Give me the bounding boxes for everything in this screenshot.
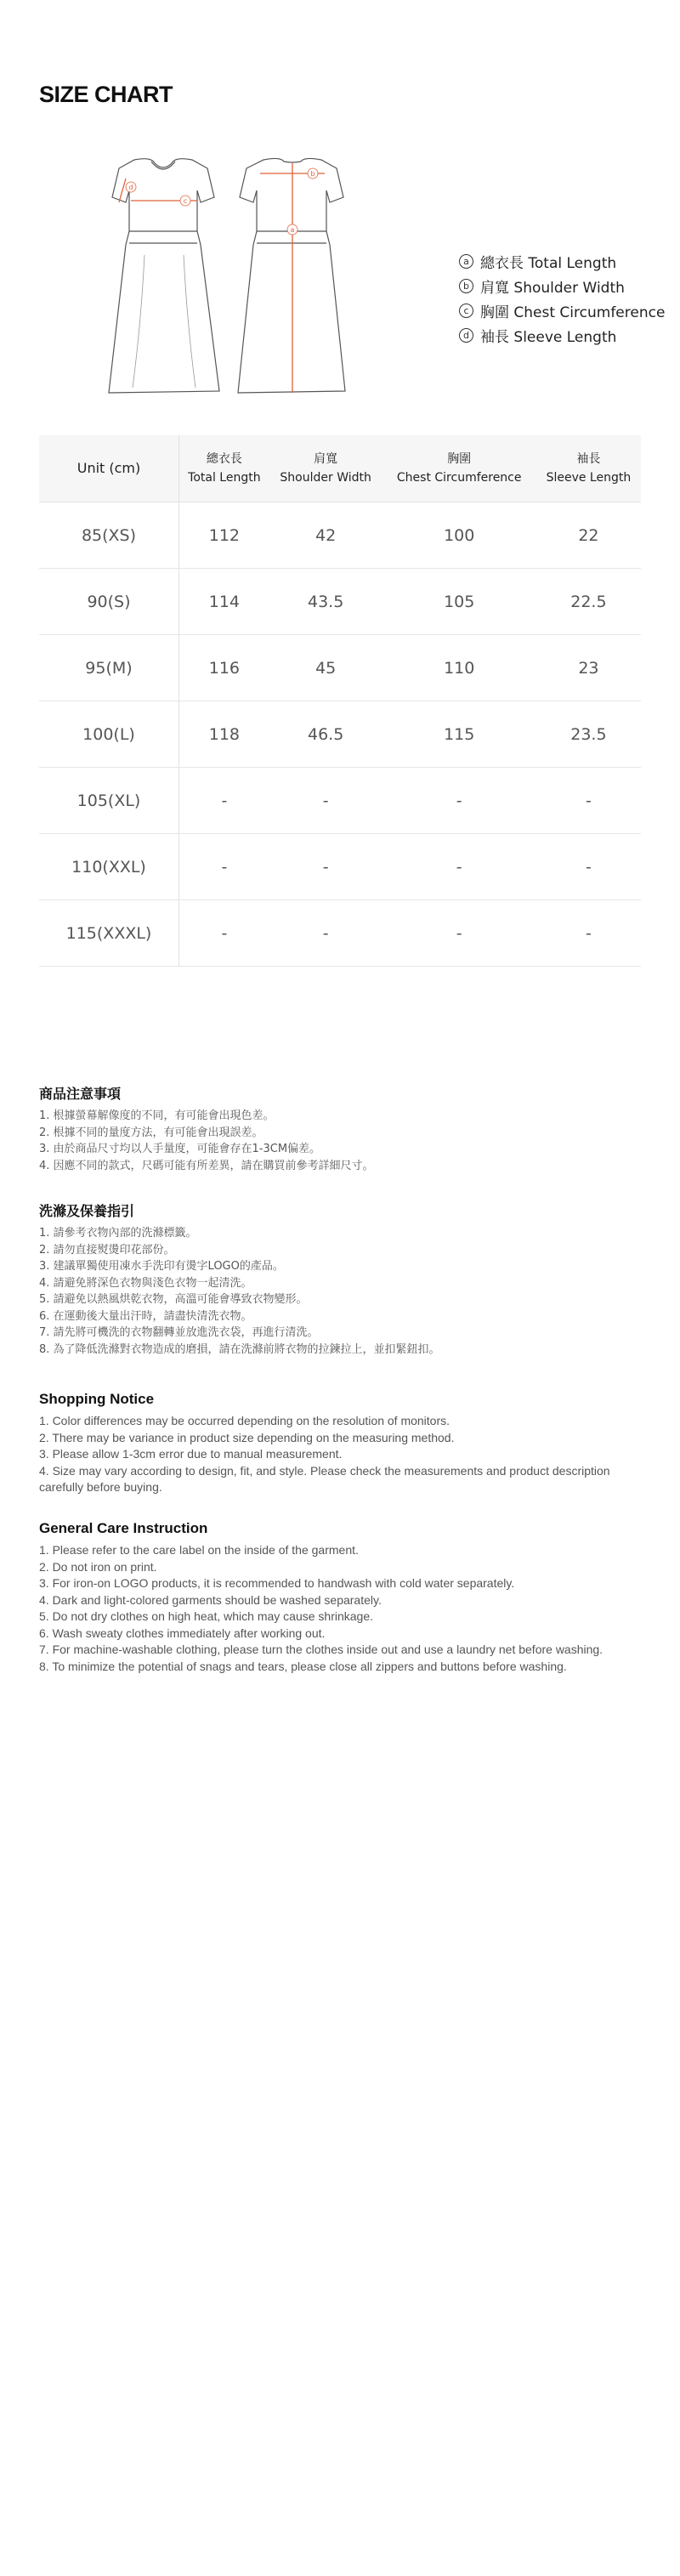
value-cell: -	[179, 768, 269, 834]
list-item: 5. 請避免以熱風烘乾衣物，高溫可能會導致衣物變形。	[39, 1293, 308, 1306]
legend-letter-icon: d	[459, 328, 473, 343]
legend-letter-icon: a	[459, 254, 473, 269]
value-cell: -	[179, 900, 269, 967]
value-cell: 116	[179, 635, 269, 701]
list-item: 3. 由於商品尺寸均以人手量度，可能會存在1-3CM偏差。	[39, 1143, 321, 1155]
value-cell: -	[382, 768, 536, 834]
list-item: 7. 請先將可機洗的衣物翻轉並放進洗衣袋，再進行清洗。	[39, 1326, 319, 1339]
list-item: 3. For iron-on LOGO products, it is recommended to handwash with cold water separately.	[39, 1576, 515, 1590]
legend-item-total-length	[459, 249, 665, 274]
page-title: SIZE CHART	[39, 82, 173, 107]
size-cell: 110(XXL)	[39, 834, 179, 900]
value-cell: -	[269, 768, 382, 834]
list-item: 8. 為了降低洗滌對衣物造成的磨損，請在洗滌前將衣物的拉鍊拉上，並扣緊鈕扣。	[39, 1342, 440, 1356]
table-row	[39, 569, 641, 635]
legend-label: 胸圍 Chest Circumference	[480, 304, 666, 321]
header-en: Sleeve Length	[546, 471, 632, 485]
header-zh: 胸圍	[447, 452, 472, 466]
header-zh: 肩寬	[314, 452, 338, 466]
value-cell: 105	[382, 569, 536, 635]
list-item: 3. 建議單獨使用凍水手洗印有燙字LOGO的產品。	[39, 1260, 284, 1273]
list-item: 5. Do not dry clothes on high heat, which may cause shrinkage.	[39, 1609, 373, 1623]
list-item: 6. Wash sweaty clothes immediately after working out.	[39, 1626, 326, 1640]
value-cell: -	[536, 834, 641, 900]
list-item: 2. 請勿直接熨燙印花部份。	[39, 1243, 175, 1257]
header-sleeve-length	[536, 435, 641, 502]
notes-zh-section	[39, 1083, 374, 1174]
list-item: 4. Size may vary according to design, fit, and style. Please check the measurements and product description carefully before buying.	[39, 1463, 610, 1494]
value-cell: 46.5	[269, 701, 382, 768]
header-en: Chest Circumference	[396, 471, 522, 485]
table-row	[39, 502, 641, 569]
size-cell: 100(L)	[39, 701, 179, 768]
size-table	[39, 435, 641, 967]
legend-label: 袖長 Sleeve Length	[480, 329, 617, 346]
size-cell: 90(S)	[39, 569, 179, 635]
value-cell: 42	[269, 502, 382, 569]
size-cell: 115(XXXL)	[39, 900, 179, 967]
value-cell: 112	[179, 502, 269, 569]
header-en: Total Length	[188, 471, 261, 485]
size-table-header	[39, 435, 641, 502]
value-cell: -	[382, 834, 536, 900]
list-item: 4. 請避免將深色衣物與淺色衣物一起清洗。	[39, 1276, 252, 1290]
measurement-legend	[459, 249, 665, 348]
value-cell: 114	[179, 569, 269, 635]
list-item: 6. 在運動後大量出汗時，請盡快清洗衣物。	[39, 1309, 252, 1323]
table-row	[39, 834, 641, 900]
legend-letter-icon: b	[459, 279, 473, 293]
list-item: 8. To minimize the potential of snags and tears, please close all zippers and buttons before washing.	[39, 1659, 567, 1673]
list-item: 2. 根據不同的量度方法，有可能會出現誤差。	[39, 1126, 264, 1139]
notes-zh-title: 商品注意事項	[39, 1086, 122, 1102]
list-item: 7. For machine-washable clothing, please turn the clothes inside out and use a laundry net before washing.	[39, 1643, 604, 1656]
value-cell: 22	[536, 502, 641, 569]
value-cell: 100	[382, 502, 536, 569]
header-chest	[382, 435, 536, 502]
header-shoulder-width	[269, 435, 382, 502]
care-zh-title: 洗滌及保養指引	[39, 1203, 135, 1219]
value-cell: 23	[536, 635, 641, 701]
legend-item-shoulder-width	[459, 274, 665, 298]
care-zh-section	[39, 1200, 440, 1358]
list-item: 1. 請參考衣物內部的洗滌標籤。	[39, 1227, 197, 1240]
value-cell: -	[269, 834, 382, 900]
legend-label: 總衣長 Total Length	[480, 255, 617, 272]
value-cell: 43.5	[269, 569, 382, 635]
value-cell: 118	[179, 701, 269, 768]
dress-front-illustration	[109, 159, 219, 393]
legend-item-sleeve-length	[459, 323, 665, 348]
list-item: 1. Color differences may be occurred depending on the resolution of monitors.	[39, 1414, 450, 1427]
value-cell: 45	[269, 635, 382, 701]
notes-en-section	[39, 1391, 641, 1496]
list-item: 4. 因應不同的款式，尺碼可能有所差異，請在購買前參考詳細尺寸。	[39, 1159, 374, 1172]
legend-letter-icon: c	[459, 304, 473, 318]
notes-en-title: Shopping Notice	[39, 1391, 155, 1407]
value-cell: 22.5	[536, 569, 641, 635]
dress-back-illustration	[238, 158, 345, 393]
table-row	[39, 768, 641, 834]
size-cell: 95(M)	[39, 635, 179, 701]
label-c: c	[183, 197, 188, 205]
table-row	[39, 701, 641, 768]
label-d: d	[128, 184, 133, 191]
list-item: 1. 根據螢幕解像度的不同，有可能會出現色差。	[39, 1109, 275, 1122]
legend-label: 肩寬 Shoulder Width	[480, 280, 625, 297]
value-cell: 110	[382, 635, 536, 701]
legend-item-chest	[459, 298, 665, 323]
list-item: 4. Dark and light-colored garments should be washed separately.	[39, 1592, 382, 1607]
list-item: 3. Please allow 1-3cm error due to manual measurement.	[39, 1447, 343, 1461]
label-a: a	[290, 226, 295, 234]
list-item: 2. There may be variance in product size depending on the measuring method.	[39, 1430, 455, 1444]
value-cell: -	[269, 900, 382, 967]
dress-measurement-diagram	[102, 153, 374, 408]
header-zh: 總衣長	[206, 452, 242, 466]
label-b: b	[310, 170, 315, 178]
table-row	[39, 635, 641, 701]
value-cell: 23.5	[536, 701, 641, 768]
header-zh: 袖長	[576, 452, 601, 466]
header-en: Shoulder Width	[280, 471, 371, 485]
header-unit: Unit (cm)	[39, 435, 179, 502]
care-en-section	[39, 1520, 641, 1675]
header-total-length	[179, 435, 269, 502]
size-cell: 85(XS)	[39, 502, 179, 569]
value-cell: 115	[382, 701, 536, 768]
care-en-title: General Care Instruction	[39, 1520, 208, 1536]
list-item: 1. Please refer to the care label on the inside of the garment.	[39, 1543, 359, 1557]
size-cell: 105(XL)	[39, 768, 179, 834]
table-row	[39, 900, 641, 967]
value-cell: -	[179, 834, 269, 900]
list-item: 2. Do not iron on print.	[39, 1559, 157, 1574]
value-cell: -	[536, 768, 641, 834]
value-cell: -	[536, 900, 641, 967]
value-cell: -	[382, 900, 536, 967]
